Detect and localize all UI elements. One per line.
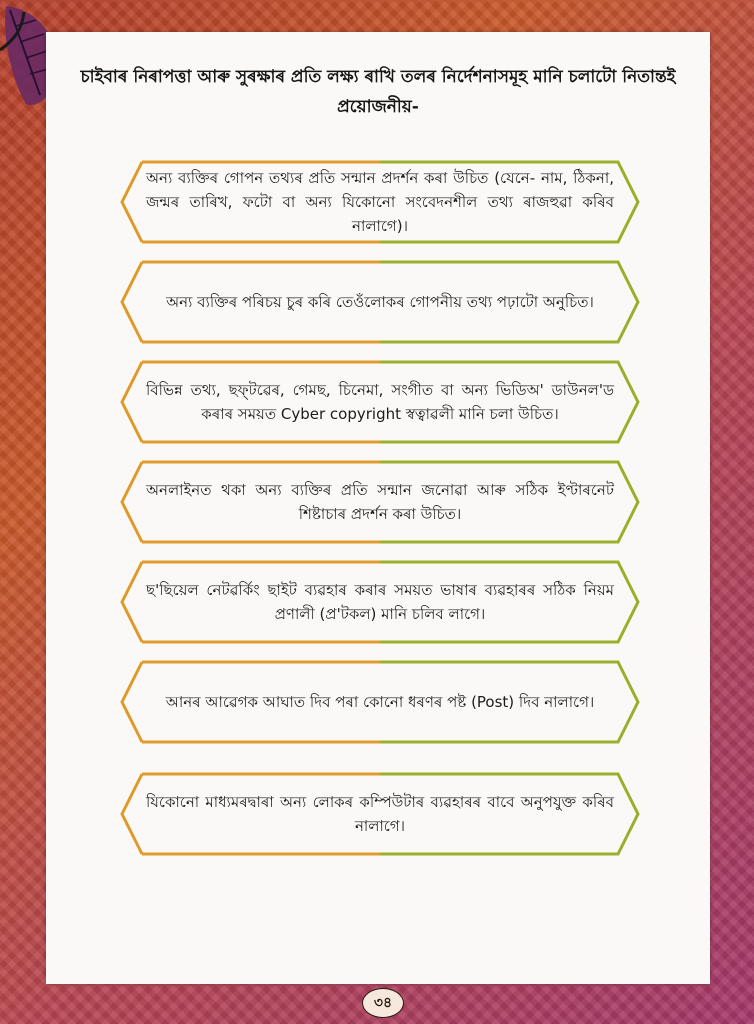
guideline-text: অন্য ব্যক্তিৰ গোপন তথ্যৰ প্ৰতি সন্মান প্ৰদৰ্শন কৰা উচিত (যেনে- নাম, ঠিকনা, জন্মৰ তাৰিখ, ফটো বা অন্য যিকোনো সংবেদনশীল তথ্য ৰাজহুৱা কৰিব নালাগে)। — [146, 169, 614, 235]
guideline-box — [120, 360, 640, 444]
guideline-box — [120, 260, 640, 344]
guideline-box — [120, 660, 640, 744]
guideline-box — [120, 560, 640, 644]
guideline-box — [120, 160, 640, 244]
guideline-box — [120, 460, 640, 544]
guideline-text: আনৰ আৱেগক আঘাত দিব পৰা কোনো ধৰণৰ পষ্ট (Post) দিব নালাগে। — [165, 693, 595, 711]
guideline-text: ছ'ছিয়েল নেটৱৰ্কিং ছাইট ব্যৱহাৰ কৰাৰ সময়ত ভাষাৰ ব্যৱহাৰৰ সঠিক নিয়ম প্ৰণালী (প্ৰ'টকল) মানি চলিব লাগে। — [146, 581, 614, 623]
guideline-text: অন্য ব্যক্তিৰ পৰিচয় চুৰ কৰি তেওঁলোকৰ গোপনীয় তথ্য পঢ়াটো অনুচিত। — [166, 293, 594, 311]
page-number: ৩৪ — [362, 988, 404, 1018]
guideline-text: অনলাইনত থকা অন্য ব্যক্তিৰ প্ৰতি সন্মান জনোৱা আৰু সঠিক ইণ্টাৰনেট শিষ্টাচাৰ প্ৰদৰ্শন কৰা উচিত। — [146, 481, 614, 523]
guideline-text: বিভিন্ন তথ্য, ছফ্‌টৱেৰ, গেমছ, চিনেমা, সংগীত বা অন্য ভিডিঅ' ডাউনল'ড কৰাৰ সময়ত Cyber copyright স্বত্বাৱলী মানি চলা উচিত। — [146, 381, 614, 423]
document-page — [46, 32, 710, 984]
page-heading: চাইবাৰ নিৰাপত্তা আৰু সুৰক্ষাৰ প্ৰতি লক্ষ্য ৰাখি তলৰ নিৰ্দেশনাসমূহ মানি চলাটো নিতান্তই প্ৰয়োজনীয়- — [80, 67, 676, 117]
guideline-box — [120, 772, 640, 856]
guideline-text: যিকোনো মাধ্যমৰদ্বাৰা অন্য লোকৰ কম্পিউটাৰ ব্যৱহাৰৰ বাবে অনুপযুক্ত কৰিব নালাগে। — [146, 793, 614, 835]
